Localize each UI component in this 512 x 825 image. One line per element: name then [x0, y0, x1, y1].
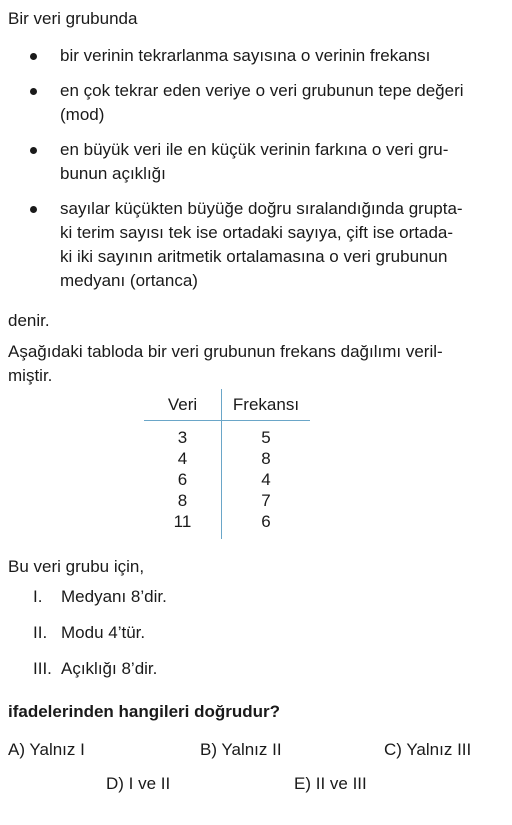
bullet-line: en çok tekrar eden veriye o veri grubunun tepe değeri [60, 81, 464, 100]
bullet-line: bir verinin tekrarlanma sayısına o verinin frekansı [60, 46, 431, 65]
statement-number: III. [33, 659, 52, 678]
table-header-frekans: Frekansı [232, 395, 300, 414]
option-c[interactable]: C) Yalnız III [384, 740, 472, 759]
option-a[interactable]: A) Yalnız I [8, 740, 85, 759]
option-d[interactable]: D) I ve II [106, 774, 171, 793]
table-cell-veri: 6 [177, 470, 188, 489]
bullet-icon [30, 53, 37, 60]
table-cell-frekans: 5 [261, 428, 271, 447]
statement-text: Açıklığı 8’dir. [61, 659, 158, 678]
list-item [30, 79, 482, 127]
bullet-line: medyanı (ortanca) [60, 271, 198, 290]
list-item [30, 138, 482, 186]
option-e[interactable]: E) II ve III [294, 774, 367, 793]
list-item [30, 197, 482, 293]
statement-item [33, 621, 145, 645]
table-cell-frekans: 8 [261, 449, 271, 468]
table-header-veri: Veri [167, 395, 198, 414]
statement-text: Medyanı 8’dir. [61, 587, 167, 606]
bullet-line: sayılar küçükten büyüğe doğru sıralandığında grupta- [60, 199, 463, 218]
question-intro: Bu veri grubu için, [8, 557, 145, 576]
list-item [30, 44, 482, 68]
definition-list [30, 44, 482, 304]
table-divider-horizontal [144, 420, 310, 421]
bullet-icon [30, 147, 37, 154]
closing-text: denir. [8, 311, 50, 330]
option-b[interactable]: B) Yalnız II [200, 740, 282, 759]
statement-item [33, 585, 167, 609]
bullet-line: ki iki sayının aritmetik ortalamasına o veri grubunun [60, 247, 448, 266]
table-cell-frekans: 6 [261, 512, 271, 531]
question-text: ifadelerinden hangileri doğrudur? [8, 702, 281, 721]
table-cell-frekans: 7 [261, 491, 271, 510]
table-cell-veri: 3 [177, 428, 188, 447]
statement-number: II. [33, 623, 48, 642]
bullet-line: en büyük veri ile en küçük verinin farkına o veri gru- [60, 140, 449, 159]
bullet-icon [30, 206, 37, 213]
table-cell-veri: 11 [173, 512, 192, 531]
statement-item [33, 657, 157, 681]
statement-text: Modu 4’tür. [61, 623, 146, 642]
bullet-line: (mod) [60, 105, 105, 124]
bullet-line: bunun açıklığı [60, 164, 166, 183]
intro-text: Bir veri grubunda [8, 9, 138, 28]
bullet-line: ki terim sayısı tek ise ortadaki sayıya, çift ise ortada- [60, 223, 454, 242]
statement-number: I. [33, 587, 43, 606]
table-intro-line: Aşağıdaki tabloda bir veri grubunun frekans dağılımı veril- [8, 342, 443, 361]
table-cell-veri: 4 [177, 449, 188, 468]
table-cell-frekans: 4 [261, 470, 271, 489]
bullet-icon [30, 88, 37, 95]
table-cell-veri: 8 [177, 491, 188, 510]
table-intro-line: miştir. [8, 366, 53, 385]
table-intro [8, 340, 488, 388]
frequency-table [144, 389, 310, 539]
